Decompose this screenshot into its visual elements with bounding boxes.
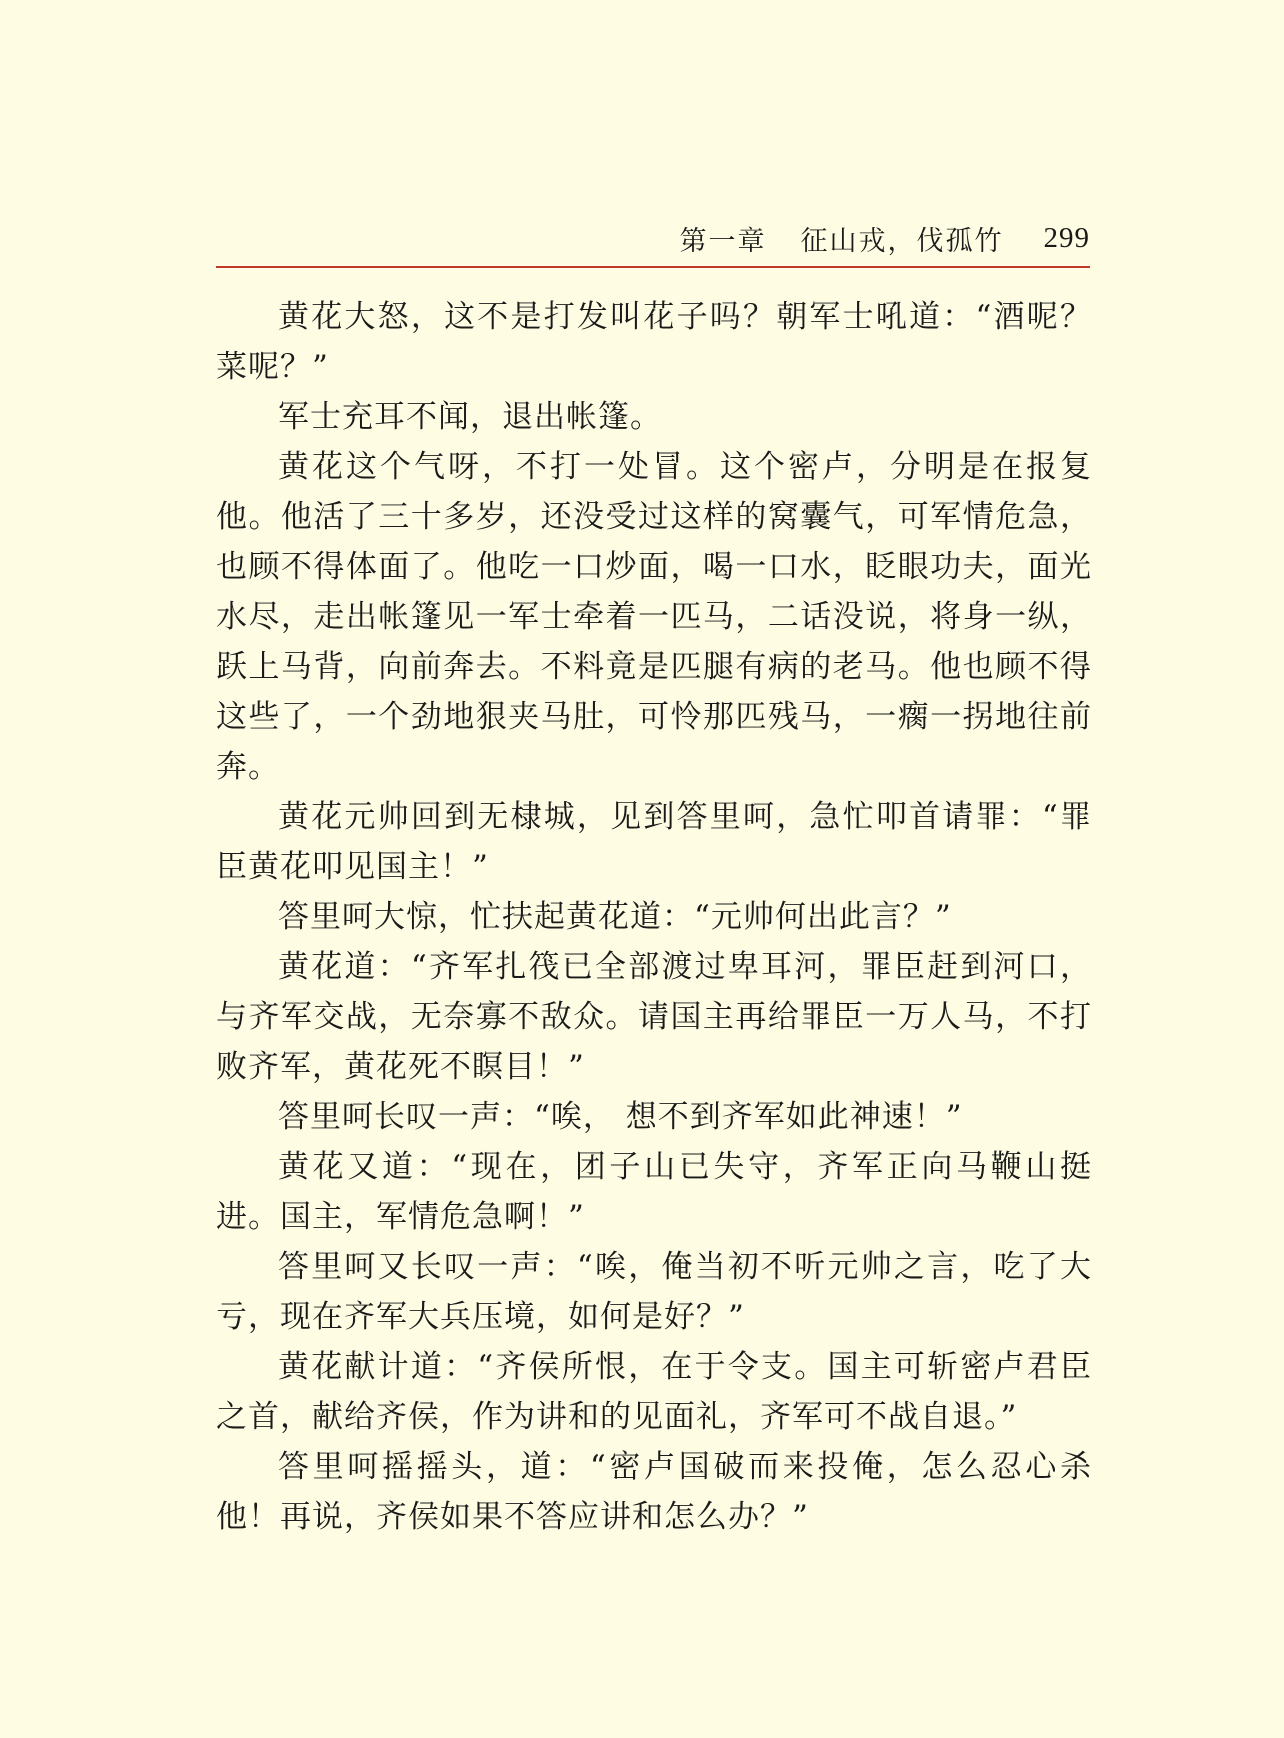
paragraph: 黄花元帅回到无棣城，见到答里呵，急忙叩首请罪：“罪臣黄花叩见国主！” (216, 799, 1092, 885)
page-number: 299 (1043, 221, 1090, 254)
running-header (216, 216, 1090, 260)
paragraph: 军士充耳不闻，退出帐篷。 (278, 399, 662, 435)
paragraph: 答里呵长叹一声：“唉， 想不到齐军如此神速！” (278, 1099, 963, 1135)
paragraph: 黄花这个气呀，不打一处冒。这个密卢，分明是在报复他。他活了三十多岁，还没受过这样的窝囊气，可军情危急，也顾不得体面了。他吃一口炒面，喝一口水，眨眼功夫，面光水尽，走出帐篷见一军士牵着一匹马，二话没说，将身一纵，跃上马背，向前奔去。不料竟是匹腿有病的老马。他也顾不得这些了，一个劲地狠夹马肚，可怜那匹残马，一瘸一拐地往前奔。 (216, 449, 1092, 785)
chapter-title: 征山戎，伐孤竹 (800, 225, 1004, 257)
paragraph: 黄花道：“齐军扎筏已全部渡过卑耳河，罪臣赶到河口，与齐军交战，无奈寡不敌众。请国主再给罪臣一万人马，不打败齐军，黄花死不瞑目！” (216, 949, 1092, 1085)
paragraph: 黄花又道：“现在，团子山已失守，齐军正向马鞭山挺进。国主，军情危急啊！” (216, 1149, 1092, 1235)
header-rule (216, 266, 1090, 268)
paragraph: 答里呵摇摇头，道：“密卢国破而来投俺，怎么忍心杀他！再说，齐侯如果不答应讲和怎么办？” (216, 1449, 1092, 1535)
paragraph: 黄花献计道：“齐侯所恨，在于令支。国主可斩密卢君臣之首，献给齐侯，作为讲和的见面礼，齐军可不战自退。” (216, 1349, 1092, 1435)
chapter-label: 第一章 (679, 225, 767, 257)
paragraph: 答里呵又长叹一声：“唉，俺当初不听元帅之言，吃了大亏，现在齐军大兵压境，如何是好？” (216, 1249, 1092, 1335)
paragraph: 黄花大怒，这不是打发叫花子吗？朝军士吼道：“酒呢？菜呢？” (216, 299, 1092, 385)
paragraph: 答里呵大惊，忙扶起黄花道：“元帅何出此言？” (278, 899, 952, 935)
body-text (216, 292, 1092, 1542)
